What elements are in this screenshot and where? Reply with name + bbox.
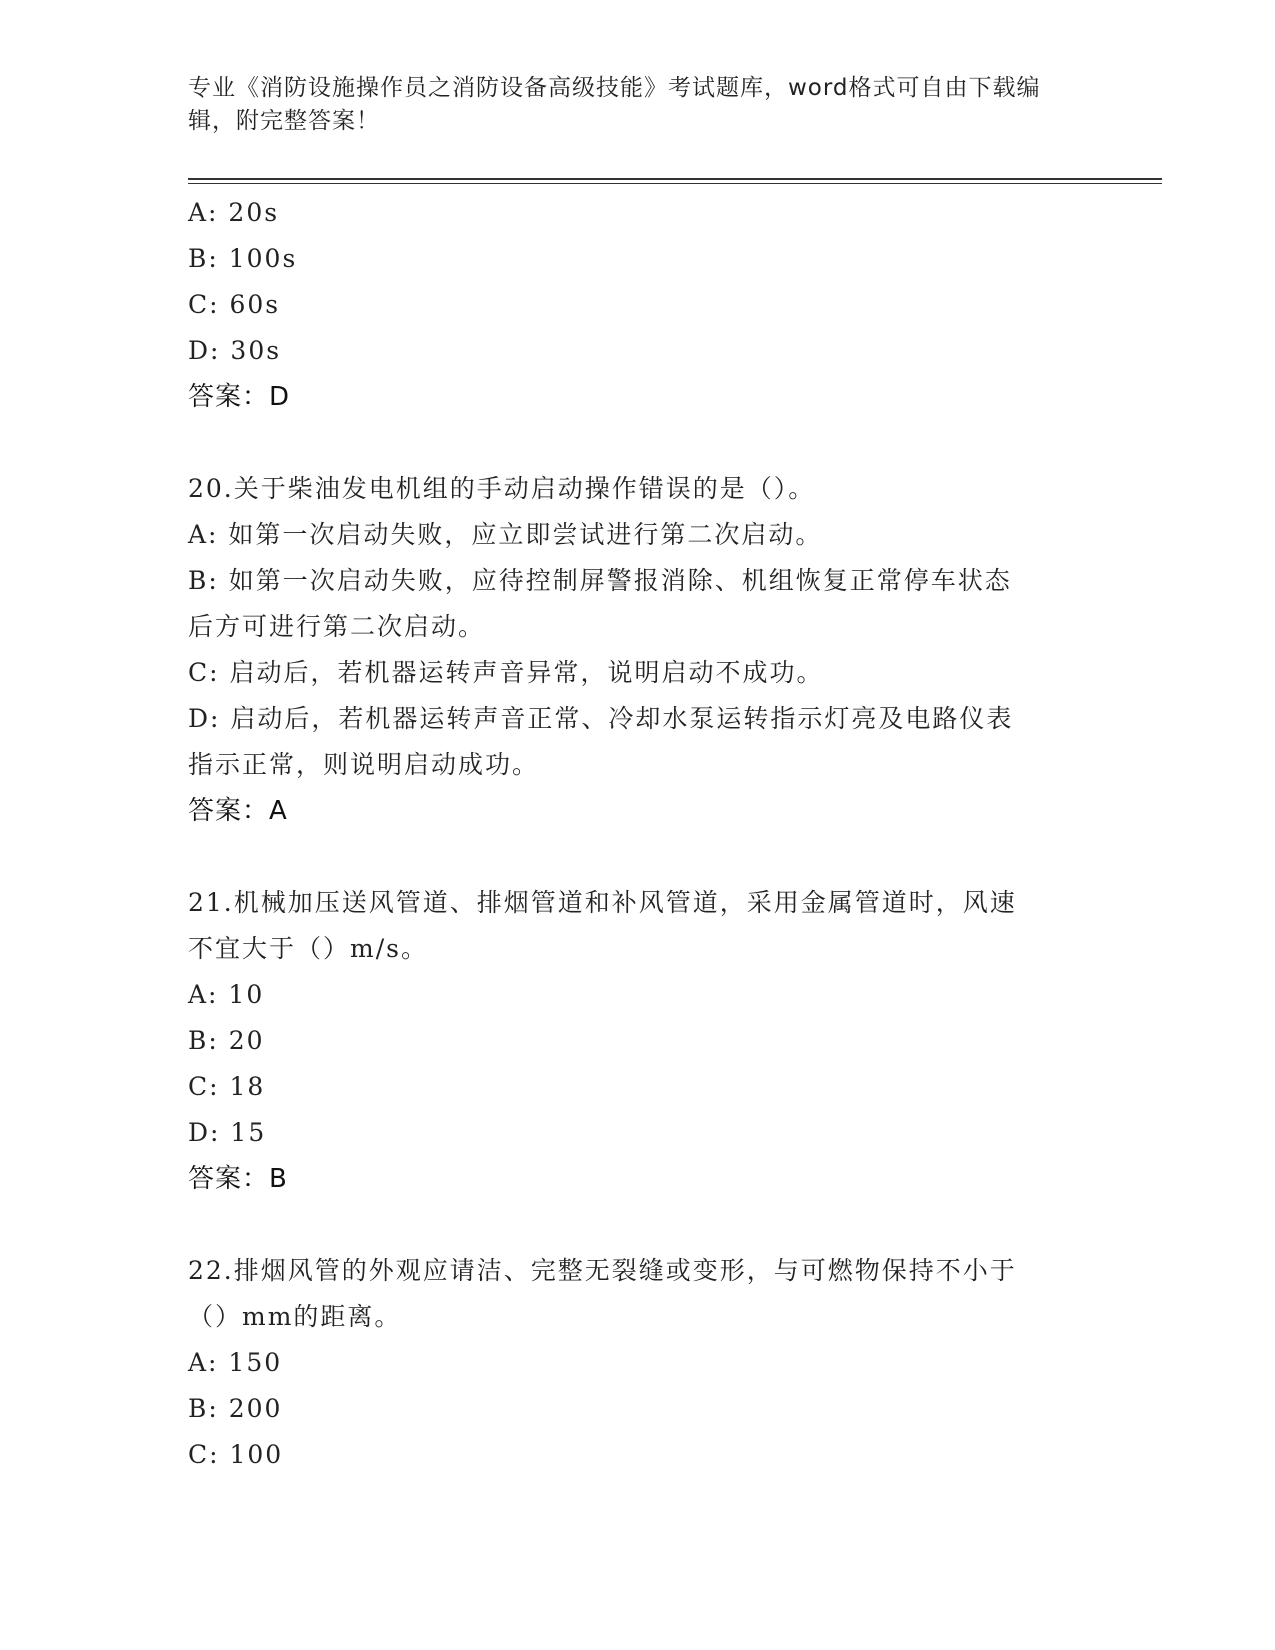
question-19-options [188, 190, 1088, 420]
answer-label: 答案：D [188, 382, 291, 412]
option-c: C: 100 [188, 1440, 284, 1469]
question-21 [188, 880, 1088, 1202]
question-stem: 20.关于柴油发电机组的手动启动操作错误的是（）。 [188, 474, 816, 503]
option-c: C: 启动后，若机器运转声音异常，说明启动不成功。 [188, 658, 824, 687]
option-b: B: 100s [188, 244, 298, 273]
question-stem: 22.排烟风管的外观应请洁、完整无裂缝或变形，与可燃物保持不小于 [188, 1256, 1017, 1285]
option-b-continued: 后方可进行第二次启动。 [188, 612, 486, 641]
answer-label: 答案：A [188, 796, 288, 826]
question-list [188, 190, 1088, 1478]
spacer [188, 834, 1088, 880]
question-stem-continued: 不宜大于（）m/s。 [188, 934, 428, 963]
question-stem-continued: （）mm的距离。 [188, 1302, 402, 1331]
option-a: A: 10 [188, 980, 265, 1009]
option-d: D: 30s [188, 336, 282, 365]
option-d-continued: 指示正常，则说明启动成功。 [188, 750, 540, 779]
question-stem: 21.机械加压送风管道、排烟管道和补风管道，采用金属管道时，风速 [188, 888, 1017, 917]
option-c: C: 60s [188, 290, 281, 319]
question-22 [188, 1248, 1088, 1478]
header-divider-thick [188, 178, 1162, 180]
spacer [188, 420, 1088, 466]
option-b: B: 200 [188, 1394, 283, 1423]
option-c: C: 18 [188, 1072, 266, 1101]
option-d: D: 启动后，若机器运转声音正常、冷却水泵运转指示灯亮及电路仪表 [188, 704, 1014, 733]
answer-label: 答案：B [188, 1164, 288, 1194]
option-b: B: 如第一次启动失败，应待控制屏警报消除、机组恢复正常停车状态 [188, 566, 1012, 595]
header-line-1: 专业《消防设施操作员之消防设备高级技能》考试题库，word格式可自由下载编 [188, 75, 1041, 101]
spacer [188, 1202, 1088, 1248]
header-line-2: 辑，附完整答案！ [188, 108, 380, 134]
option-a: A: 20s [188, 198, 280, 227]
option-d: D: 15 [188, 1118, 267, 1147]
question-20 [188, 466, 1088, 834]
option-b: B: 20 [188, 1026, 265, 1055]
option-a: A: 150 [188, 1348, 283, 1377]
header-divider-thin [188, 183, 1162, 184]
document-header [188, 72, 1068, 138]
option-a: A: 如第一次启动失败，应立即尝试进行第二次启动。 [188, 520, 823, 549]
